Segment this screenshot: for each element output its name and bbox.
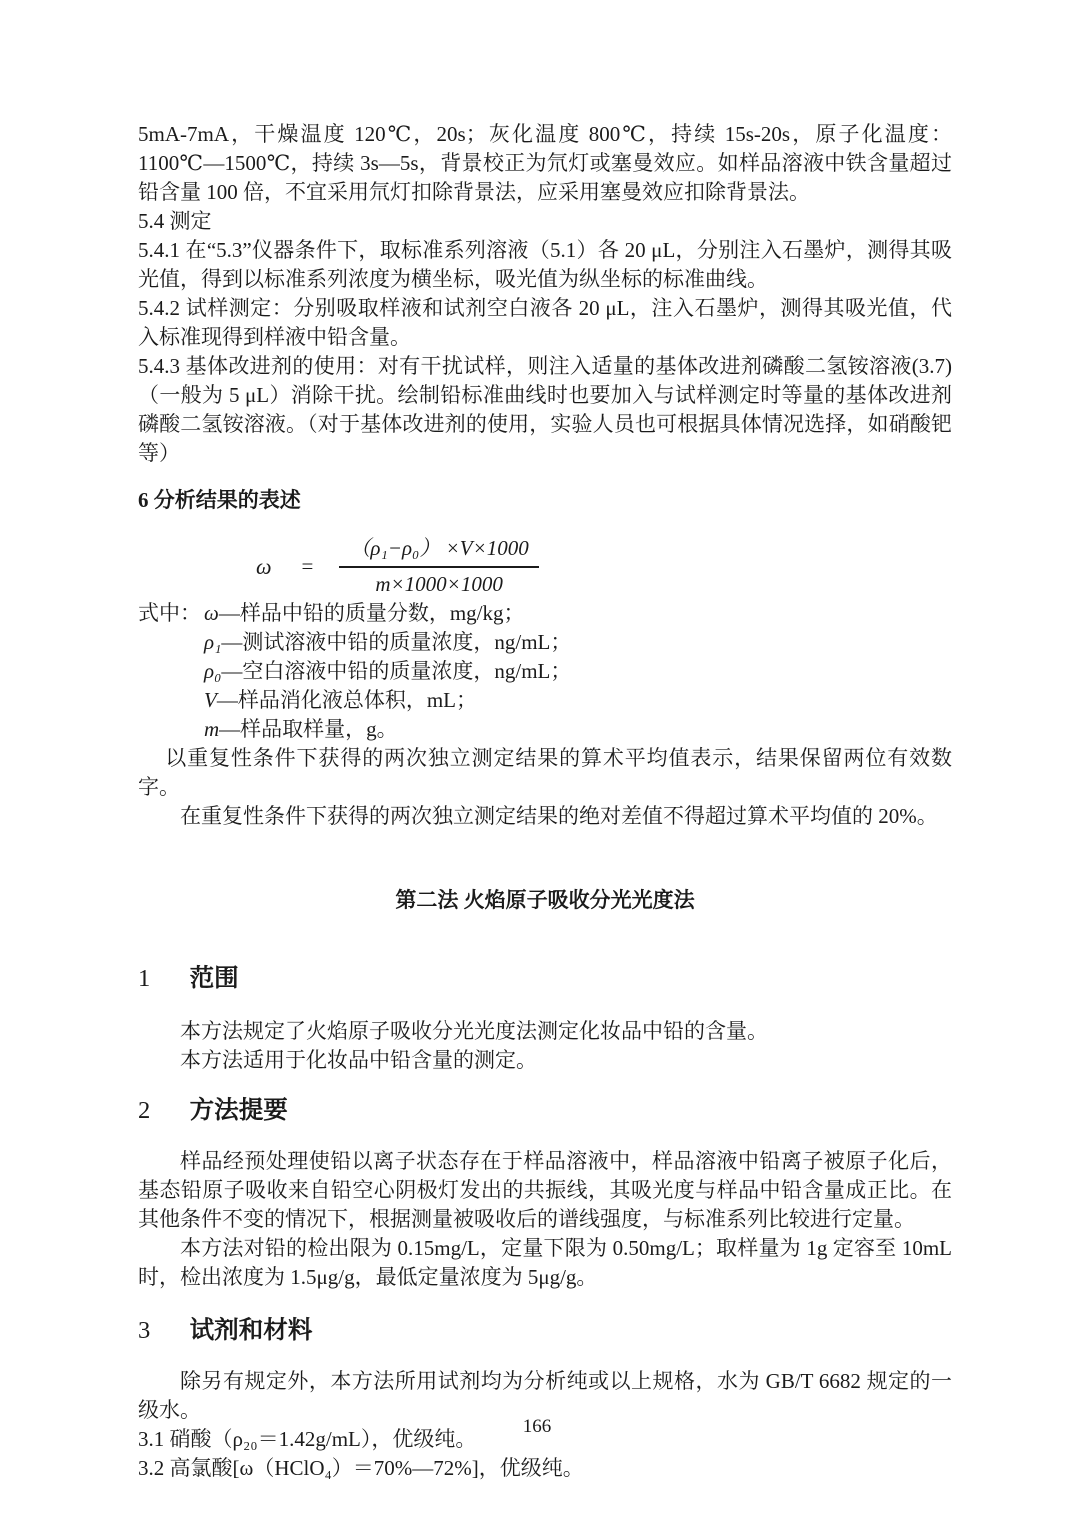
formula-legend-row	[138, 628, 952, 657]
para-detection-limits: 本方法对铅的检出限为 0.15mg/L，定量下限为 0.50mg/L；取样量为 1g 定容至 10mL 时，检出浓度为 1.5μg/g，最低定量浓度为 5μg/g。	[138, 1236, 952, 1289]
heading-2-label: 方法提要	[189, 1097, 288, 1124]
para-method-principle: 样品经预处理使铅以离子状态存在于样品溶液中，样品溶液中铅离子被原子化后，基态铅原子吸收来自铅空心阴极灯发出的共振线，其吸光度与样品中铅含量成正比。在其他条件不变的情况下，根据测量被吸收后的谱线强度，与标准系列比较进行定量。	[138, 1149, 952, 1231]
heading-2-number: 2	[138, 1097, 151, 1124]
where-symbol: ω	[204, 601, 219, 625]
formula-legend-row	[138, 657, 952, 686]
formula-fraction	[339, 534, 538, 599]
heading-3-reagents	[138, 1316, 952, 1345]
para-5-4-3: 5.4.3 基体改进剂的使用：对有干扰试样，则注入适量的基体改进剂磷酸二氢铵溶液(3.7)（一般为 5 μL）消除干扰。绘制铅标准曲线时也要加入与试样测定时等量的基体改进剂磷酸二氢铵溶液。（对于基体改进剂的使用，实验人员也可根据具体情况选择，如硝酸钯等）	[138, 354, 952, 465]
para-scope-1: 本方法规定了火焰原子吸收分光光度法测定化妆品中铅的含量。	[180, 1019, 768, 1043]
formula-legend-row	[138, 715, 952, 744]
formula-legend-row	[138, 599, 952, 628]
heading-3-number: 3	[138, 1317, 151, 1344]
where-symbol: V	[204, 688, 217, 712]
heading-2-method-summary	[138, 1096, 952, 1125]
formula-denominator: m×1000×1000	[339, 566, 538, 599]
heading-5-4-determination: 5.4 测定	[138, 209, 212, 233]
formula-lhs-omega: ω	[256, 553, 272, 579]
para-scope-2: 本方法适用于化妆品中铅含量的测定。	[180, 1048, 537, 1072]
formula-legend	[138, 599, 952, 744]
heading-1-label: 范围	[189, 965, 239, 992]
page-number: 166	[522, 1416, 552, 1437]
where-symbol: m	[204, 717, 220, 741]
where-symbol: ρ₀	[204, 659, 222, 683]
heading-1-scope	[138, 964, 952, 993]
where-symbol: ρ₁	[204, 630, 222, 654]
method-2-title: 第二法 火焰原子吸收分光光度法	[395, 888, 695, 912]
heading-3-label: 试剂和材料	[189, 1317, 313, 1344]
where-desc: —样品取样量，g。	[219, 717, 398, 741]
para-reagent-3-2-perchloric-acid: 3.2 高氯酸[ω（HClO₄）＝70%—72%]，优级纯。	[138, 1456, 584, 1480]
formula-legend-row	[138, 686, 952, 715]
where-desc: —样品消化液总体积，mL；	[216, 688, 477, 712]
mass-fraction-formula	[138, 533, 952, 599]
where-desc: —空白溶液中铅的质量浓度，ng/mL；	[221, 659, 572, 683]
para-reagent-3-1-nitric-acid: 3.1 硝酸（ρ₂₀＝1.42g/mL），优级纯。	[138, 1427, 477, 1451]
heading-6-result-expression: 6 分析结果的表述	[138, 488, 301, 512]
para-graphite-furnace-conditions: 5mA-7mA，干燥温度 120℃，20s；灰化温度 800℃，持续 15s-20s，原子化温度：1100℃—1500℃，持续 3s—5s，背景校正为氘灯或塞曼效应。如样品溶液中铁含量超过铅含量 100 倍，不宜采用氘灯扣除背景法，应采用塞曼效应扣除背景法。	[138, 122, 952, 204]
formula-numerator: （ρ₁−ρ₀） ×V×1000	[349, 535, 529, 560]
where-intro-label: 式中：	[138, 601, 201, 625]
para-5-4-1: 5.4.1 在“5.3”仪器条件下，取标准系列溶液（5.1）各 20 μL，分别注入石墨炉，测得其吸光值，得到以标准系列浓度为横坐标，吸光值为纵坐标的标准曲线。	[138, 238, 952, 291]
heading-1-number: 1	[138, 965, 151, 992]
where-desc: —样品中铅的质量分数，mg/kg；	[218, 601, 525, 625]
para-repeatability-limit: 在重复性条件下获得的两次独立测定结果的绝对差值不得超过算术平均值的 20%。	[180, 804, 938, 828]
para-result-reporting: 以重复性条件下获得的两次独立测定结果的算术平均值表示，结果保留两位有效数字。	[138, 746, 952, 799]
formula-equals-sign: =	[301, 553, 314, 578]
where-desc: —测试溶液中铅的质量浓度，ng/mL；	[221, 630, 572, 654]
para-reagents-general: 除另有规定外，本方法所用试剂均为分析纯或以上规格，水为 GB/T 6682 规定的一级水。	[138, 1369, 952, 1422]
page-content	[138, 120, 952, 1483]
para-5-4-2: 5.4.2 试样测定：分别吸取样液和试剂空白液各 20 μL，注入石墨炉，测得其吸光值，代入标准现得到样液中铅含量。	[138, 296, 952, 349]
